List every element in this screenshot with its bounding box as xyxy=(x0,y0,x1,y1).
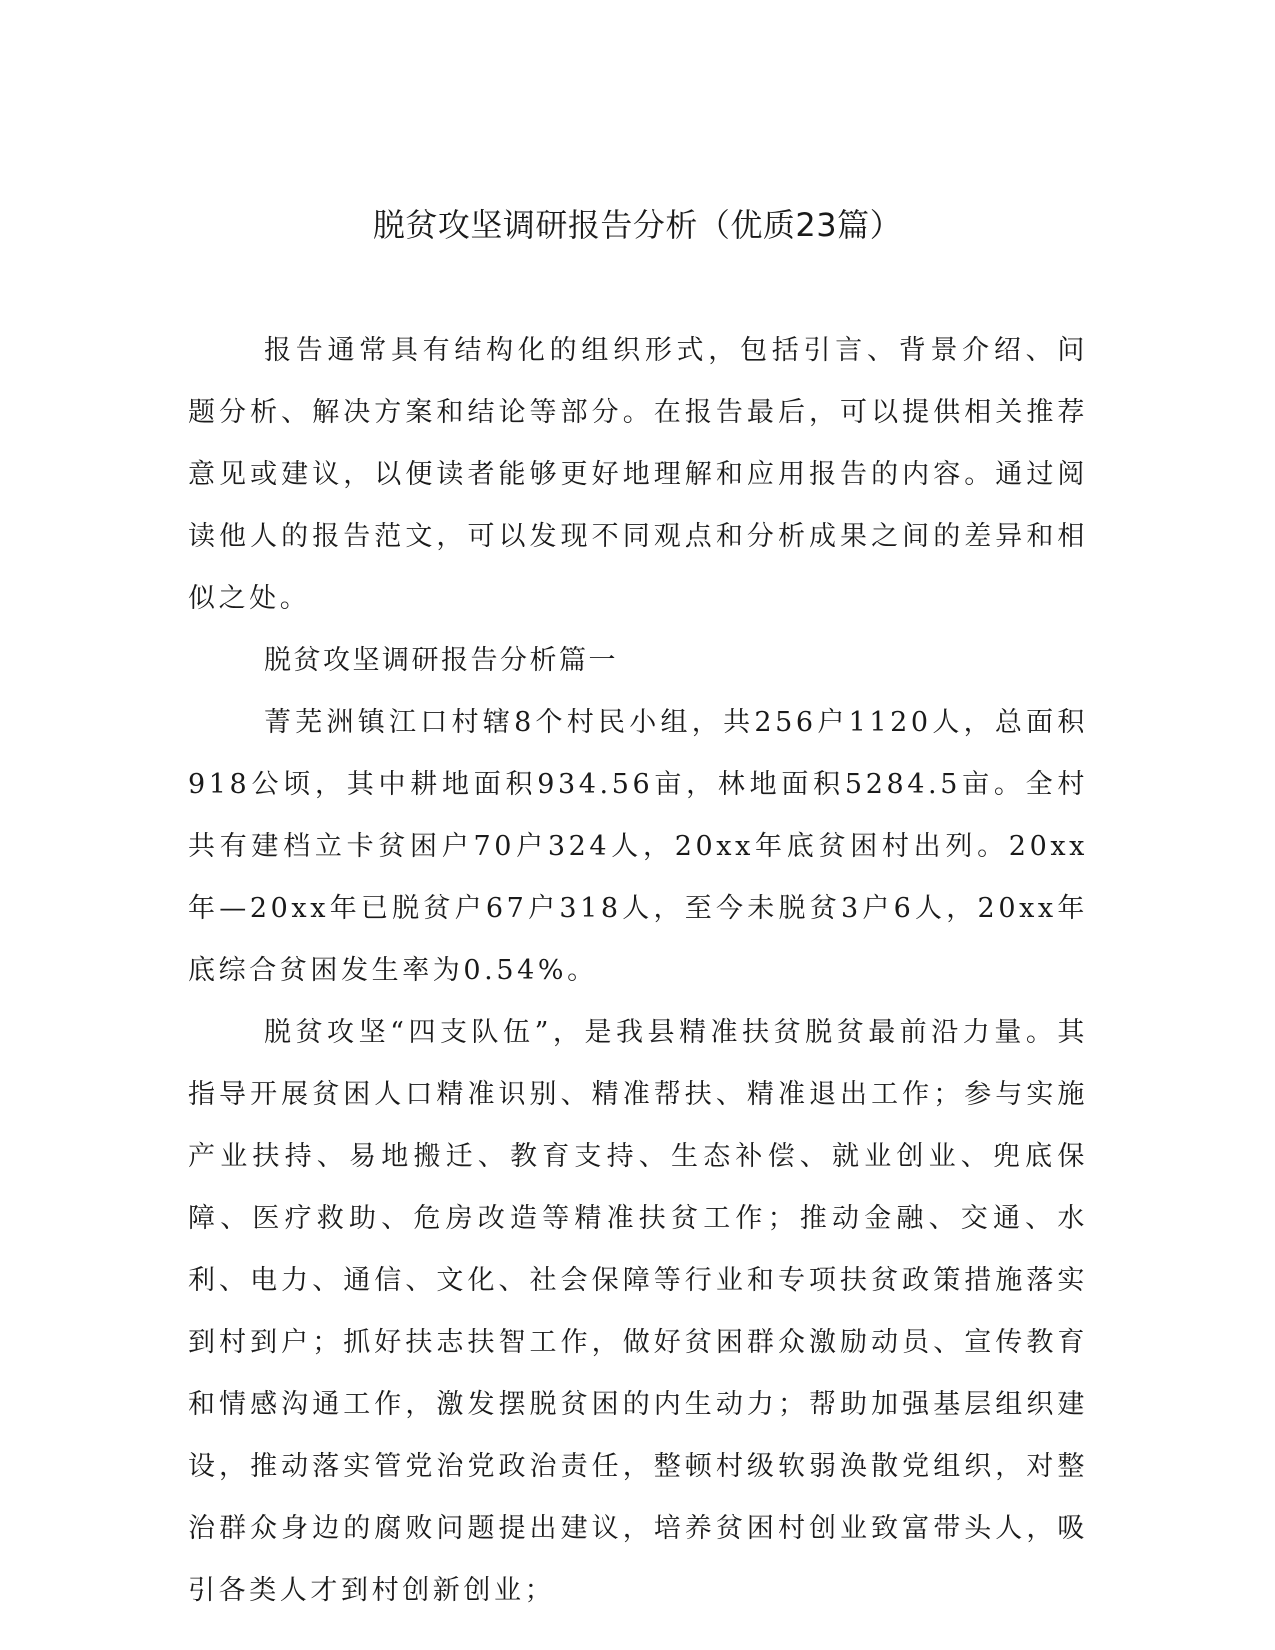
paragraph-four-teams: 脱贫攻坚“四支队伍”，是我县精准扶贫脱贫最前沿力量。其指导开展贫困人口精准识别、精准帮扶、精准退出工作；参与实施产业扶持、易地搬迁、教育支持、生态补偿、就业创业、兜底保障、医疗救助、危房改造等精准扶贫工作；推动金融、交通、水利、电力、通信、文化、社会保障等行业和专项扶贫政策措施落实到村到户；抓好扶志扶智工作，做好贫困群众激励动员、宣传教育和情感沟通工作，激发摆脱贫困的内生动力；帮助加强基层组织建设，推动落实管党治党政治责任，整顿村级软弱涣散党组织，对整治群众身边的腐败问题提出建议，培养贫困村创业致富带头人，吸引各类人才到村创新创业； xyxy=(188,1017,1088,1606)
section-heading: 脱贫攻坚调研报告分析篇一 xyxy=(264,645,618,676)
document-body xyxy=(188,320,1088,1622)
paragraph-village-stats: 菁芜洲镇江口村辖8个村民小组，共256户1120人，总面积918公顷，其中耕地面积934.56亩，林地面积5284.5亩。全村共有建档立卡贫困户70户324人，20xx年底贫困村出列。20xx年—20xx年已脱贫户67户318人，至今未脱贫3户6人，20xx年底综合贫困发生率为0.54%。 xyxy=(188,707,1088,986)
paragraph-intro: 报告通常具有结构化的组织形式，包括引言、背景介绍、问题分析、解决方案和结论等部分。在报告最后，可以提供相关推荐意见或建议，以便读者能够更好地理解和应用报告的内容。通过阅读他人的报告范文，可以发现不同观点和分析成果之间的差异和相似之处。 xyxy=(188,335,1088,614)
document-title: 脱贫攻坚调研报告分析（优质23篇） xyxy=(372,206,903,244)
